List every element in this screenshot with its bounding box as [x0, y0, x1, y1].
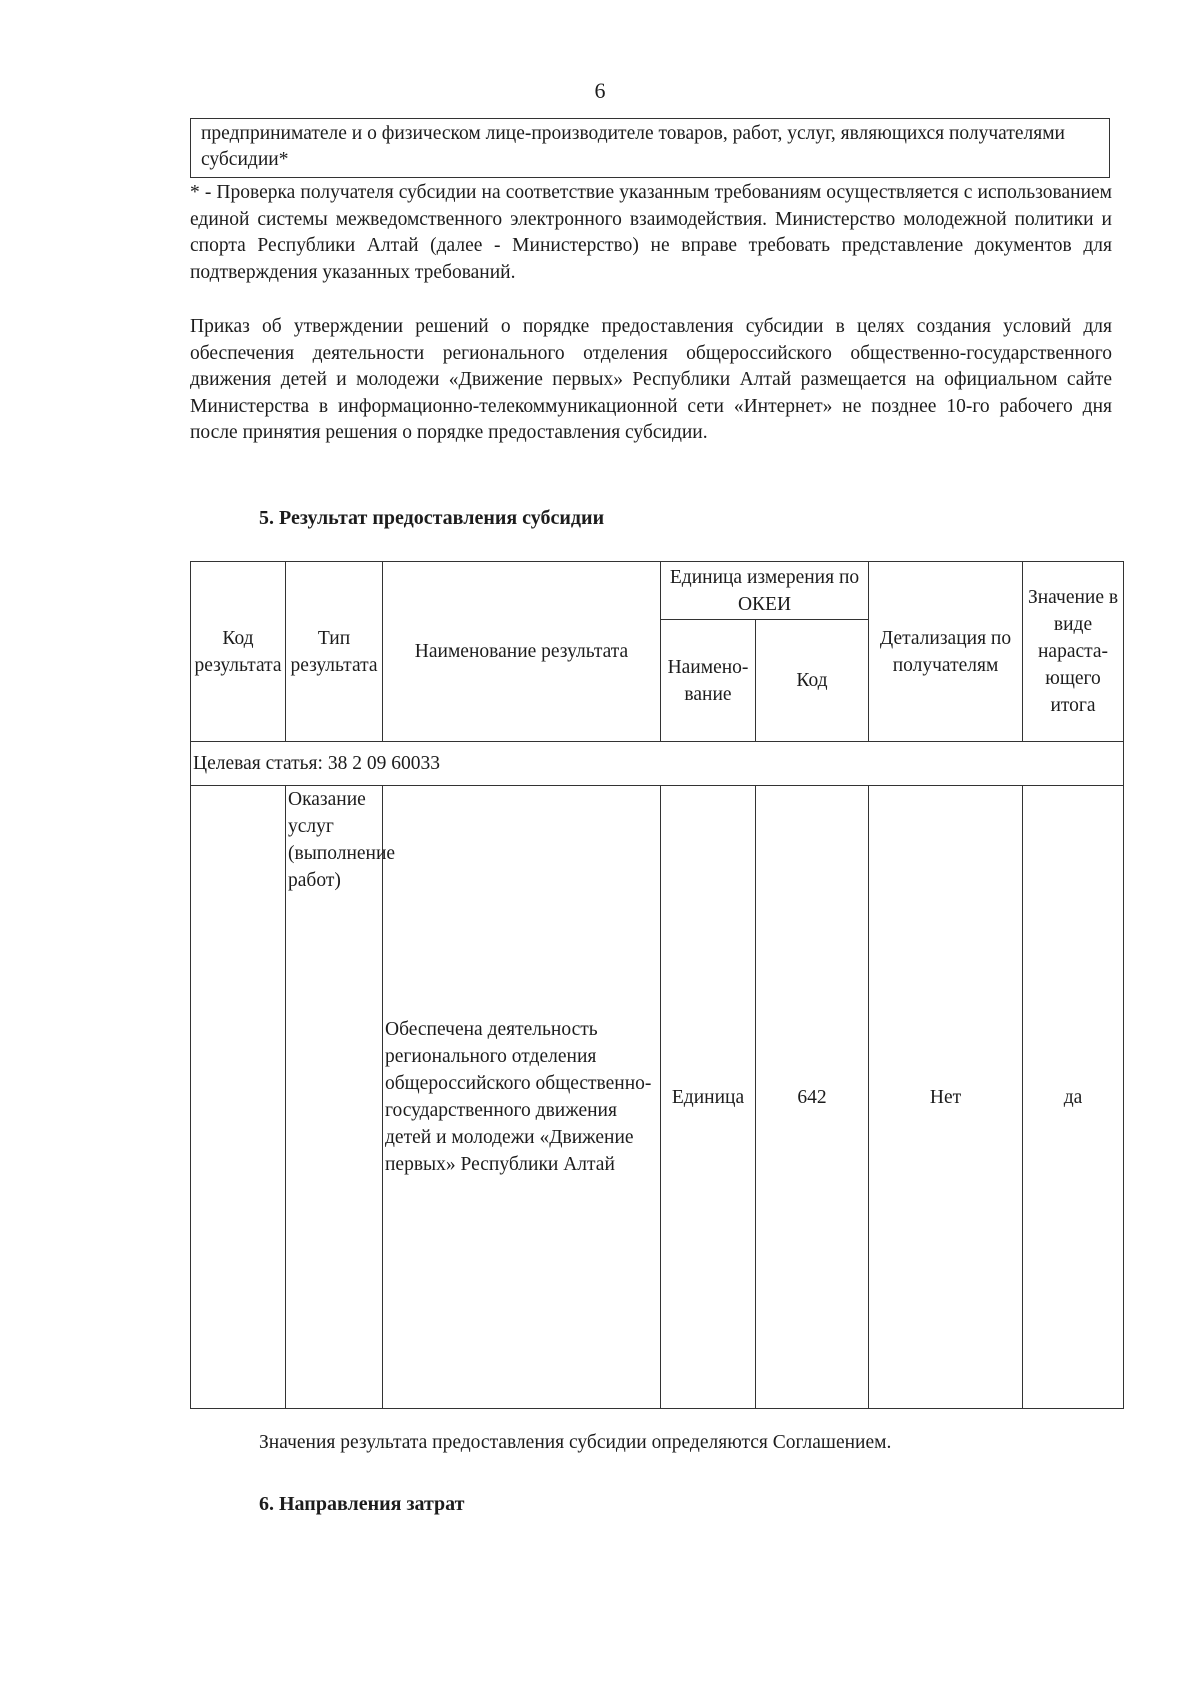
header-unit-name: Наимено-вание	[661, 620, 756, 742]
footnote: * - Проверка получателя субсидии на соответствие указанным требованиям осуществляется с использованием единой системы межведомственного электронного взаимодействия. Министерство молодежной политики и спорта Республики Алтай (далее - Министерство) не вправе требовать представление документов для подтверждения указанных требований.	[190, 182, 1112, 283]
cell-code	[191, 786, 286, 1409]
cell-name: Обеспечена деятельность регионального отделения общероссийского общественно-государственного движения детей и молодежи «Движение первых» Республики Алтай	[383, 786, 661, 1409]
target-article-row: Целевая статья: 38 2 09 60033	[191, 742, 1124, 786]
section-5-title: 5. Результат предоставления субсидии	[259, 507, 605, 529]
results-table	[190, 561, 1124, 1409]
header-unit-group: Единица измерения по ОКЕИ	[661, 562, 869, 620]
page-number: 6	[594, 78, 606, 103]
order-paragraph: Приказ об утверждении решений о порядке предоставления субсидии в целях создания условий для обеспечения деятельности регионального отделения общероссийского общественно-государственного движения детей и молодежи «Движение первых» Республики Алтай размещается на официальном сайте Министерства в информационно-телекоммуникационной сети «Интернет» не позднее 10-го рабочего дня после принятия решения о порядке предоставления субсидии.	[190, 316, 1112, 443]
continued-table-row: предпринимателе и о физическом лице-производителе товаров, работ, услуг, являющихся получателями субсидии*	[190, 118, 1110, 178]
cell-unit-code: 642	[756, 786, 869, 1409]
header-code: Код результата	[191, 562, 286, 742]
section-6-title: 6. Направления затрат	[259, 1493, 465, 1515]
header-cumulative: Значение в виде нараста-ющего итога	[1023, 562, 1124, 742]
header-detail: Детализация по получателям	[869, 562, 1023, 742]
cell-cumulative: да	[1023, 786, 1124, 1409]
header-unit-code: Код	[756, 620, 869, 742]
cell-unit-name: Единица	[661, 786, 756, 1409]
header-name: Наименование результата	[383, 562, 661, 742]
cell-detail: Нет	[869, 786, 1023, 1409]
header-type: Тип результата	[286, 562, 383, 742]
values-note: Значения результата предоставления субсидии определяются Соглашением.	[259, 1432, 892, 1453]
cell-type: Оказание услуг (выполнение работ)	[286, 786, 383, 1409]
